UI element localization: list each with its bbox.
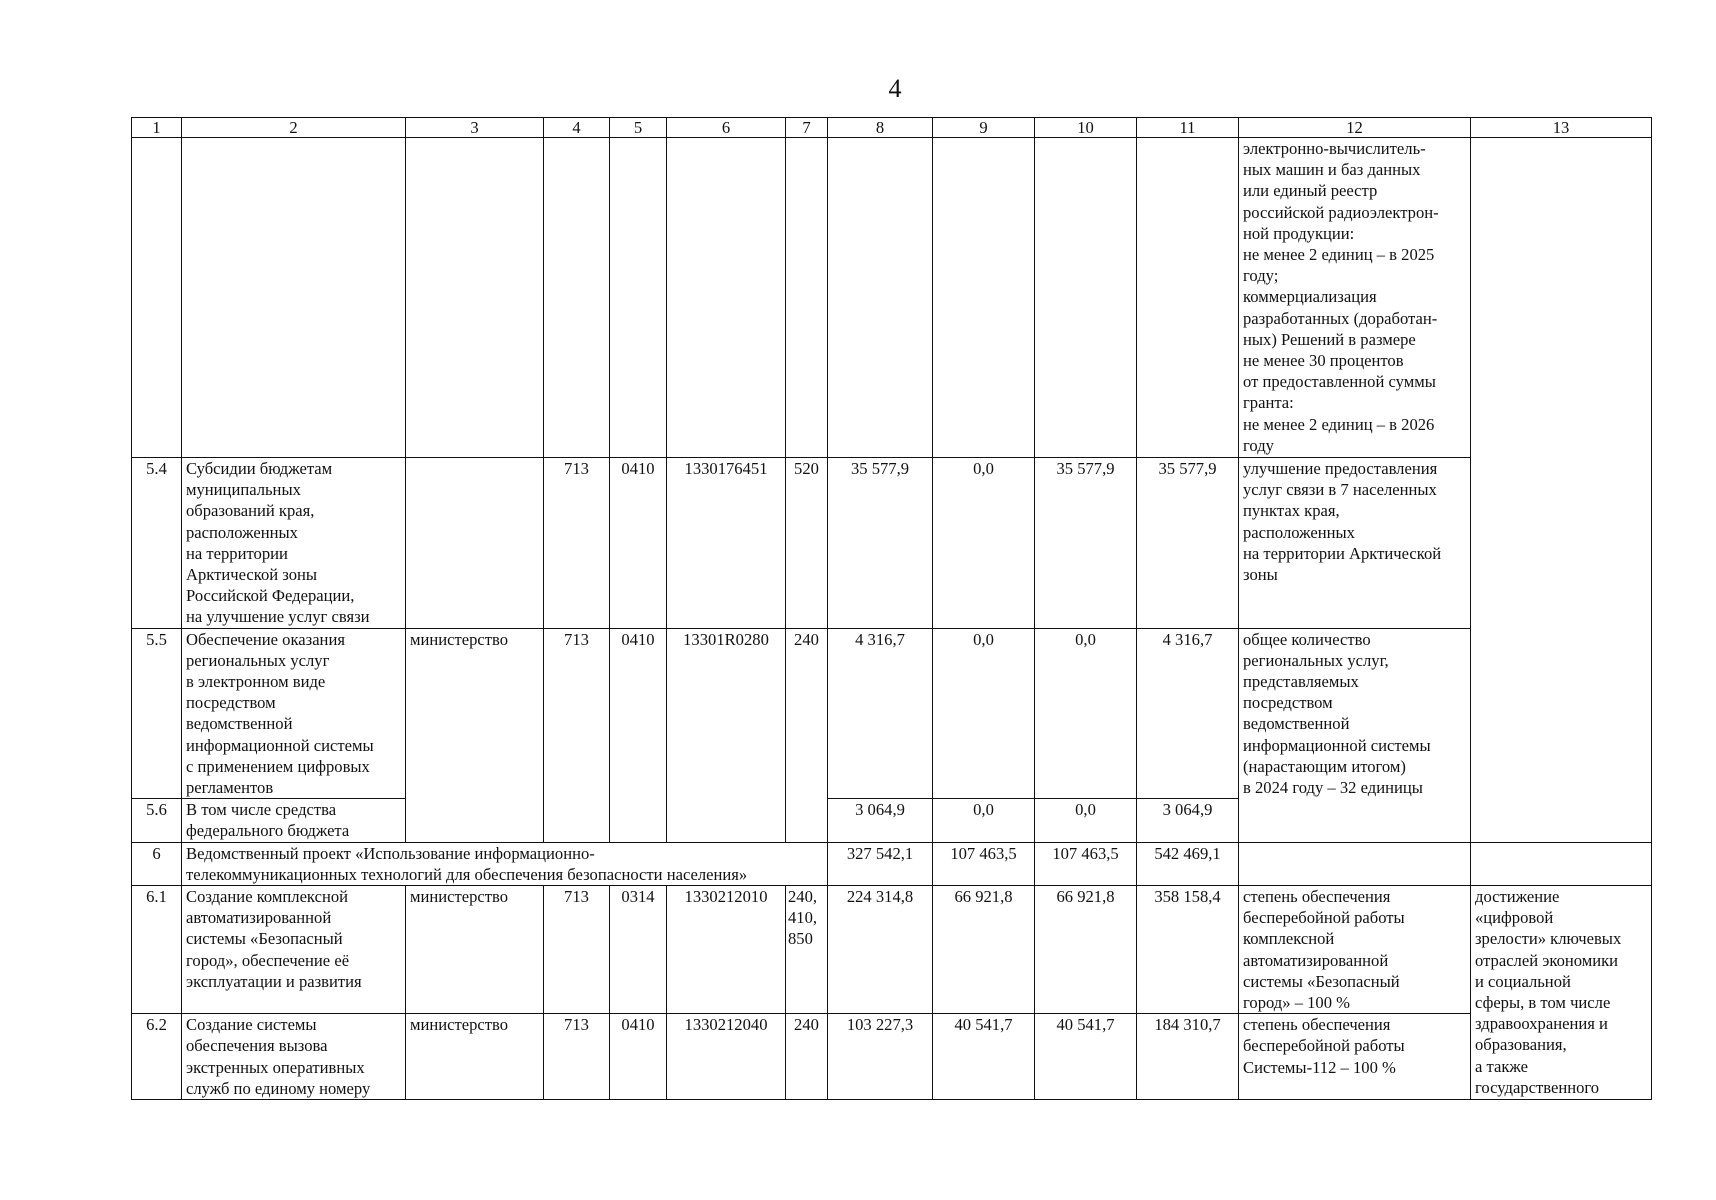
row-total: 184 310,7 bbox=[1137, 1014, 1239, 1100]
goal-cell-empty bbox=[1471, 842, 1652, 885]
row-name: Обеспечение оказания региональных услуг в электронном виде посредством ведомственной информационной системы с применением цифровых регламентов bbox=[182, 628, 406, 799]
row-result: улучшение предоставления услуг связи в 7 населенных пунктах края, расположенных на территории Арктической зоны bbox=[1239, 458, 1471, 629]
row-rzpr: 0314 bbox=[610, 886, 667, 1014]
row-number: 6.2 bbox=[132, 1014, 182, 1100]
row-name: В том числе средства федерального бюджета bbox=[182, 799, 406, 842]
col-header: 4 bbox=[544, 118, 610, 138]
row-2026: 0,0 bbox=[1035, 799, 1137, 842]
row-vr: 240 bbox=[786, 1014, 828, 1100]
row-result: степень обеспечения бесперебойной работы комплексной автоматизированной системы «Безопасный город» – 100 % bbox=[1239, 886, 1471, 1014]
row-2026: 35 577,9 bbox=[1035, 458, 1137, 629]
table-row bbox=[132, 458, 1652, 629]
row-2026: 66 921,8 bbox=[1035, 886, 1137, 1014]
row-2024: 103 227,3 bbox=[828, 1014, 933, 1100]
col-header: 2 bbox=[182, 118, 406, 138]
col-header: 13 bbox=[1471, 118, 1652, 138]
row-2025: 66 921,8 bbox=[933, 886, 1035, 1014]
row-2024: 4 316,7 bbox=[828, 628, 933, 799]
row-csr: 1330176451 bbox=[667, 458, 786, 629]
row-2025: 0,0 bbox=[933, 799, 1035, 842]
col-header: 11 bbox=[1137, 118, 1239, 138]
row-2024: 327 542,1 bbox=[828, 842, 933, 885]
row-csr: 1330212010 bbox=[667, 886, 786, 1014]
row-2025: 0,0 bbox=[933, 628, 1035, 799]
row-2025: 0,0 bbox=[933, 458, 1035, 629]
row-grbs: 713 bbox=[544, 628, 610, 842]
row-csr: 1330212040 bbox=[667, 1014, 786, 1100]
row-executor: министерство bbox=[406, 886, 544, 1014]
project-row bbox=[132, 842, 1652, 885]
row-2024: 3 064,9 bbox=[828, 799, 933, 842]
row-grbs: 713 bbox=[544, 886, 610, 1014]
row-total: 358 158,4 bbox=[1137, 886, 1239, 1014]
result-cell: электронно-вычислитель- ных машин и баз данных или единый реестр российской радиоэлектрон- ной продукции: не менее 2 единиц – в 2025 году; коммерциализация разработанных (доработан- ных) Решений в размере не менее 30 процентов от предоставленной суммы гранта: не менее 2 единиц – в 2026 году bbox=[1239, 138, 1471, 458]
row-rzpr: 0410 bbox=[610, 458, 667, 629]
row-executor: министерство bbox=[406, 1014, 544, 1100]
row-vr: 240 bbox=[786, 628, 828, 842]
row-grbs: 713 bbox=[544, 458, 610, 629]
col-header: 12 bbox=[1239, 118, 1471, 138]
row-2025: 107 463,5 bbox=[933, 842, 1035, 885]
page-number: 4 bbox=[888, 74, 902, 103]
row-goal: достижение «цифровой зрелости» ключевых отраслей экономики и социальной сферы, в том числе здравоохранения и образования, а также государственного bbox=[1471, 886, 1652, 1100]
budget-table bbox=[131, 117, 1652, 1100]
row-result: общее количество региональных услуг, представляемых посредством ведомственной информационной системы (нарастающим итогом) в 2024 году – 32 единицы bbox=[1239, 628, 1471, 842]
row-2025: 40 541,7 bbox=[933, 1014, 1035, 1100]
row-total: 35 577,9 bbox=[1137, 458, 1239, 629]
col-header: 5 bbox=[610, 118, 667, 138]
row-result bbox=[1239, 842, 1471, 885]
row-number: 6 bbox=[132, 842, 182, 885]
col-header: 7 bbox=[786, 118, 828, 138]
row-total: 4 316,7 bbox=[1137, 628, 1239, 799]
row-number: 6.1 bbox=[132, 886, 182, 1014]
row-2024: 35 577,9 bbox=[828, 458, 933, 629]
row-2026: 107 463,5 bbox=[1035, 842, 1137, 885]
goal-cell-empty bbox=[1471, 138, 1652, 843]
row-name: Субсидии бюджетам муниципальных образований края, расположенных на территории Арктической зоны Российской Федерации, на улучшение услуг связи bbox=[182, 458, 406, 629]
col-header: 1 bbox=[132, 118, 182, 138]
col-header: 3 bbox=[406, 118, 544, 138]
row-total: 542 469,1 bbox=[1137, 842, 1239, 885]
table-row bbox=[132, 1014, 1652, 1100]
column-number-header-row bbox=[132, 118, 1652, 138]
row-number: 5.6 bbox=[132, 799, 182, 842]
continuation-row bbox=[132, 138, 1652, 458]
row-2026: 40 541,7 bbox=[1035, 1014, 1137, 1100]
row-csr: 13301R0280 bbox=[667, 628, 786, 842]
row-rzpr: 0410 bbox=[610, 628, 667, 842]
table-row bbox=[132, 886, 1652, 1014]
row-executor: министерство bbox=[406, 628, 544, 842]
row-name: Ведомственный проект «Использование информационно- телекоммуникационных технологий для обеспечения безопасности населения» bbox=[182, 842, 828, 885]
row-total: 3 064,9 bbox=[1137, 799, 1239, 842]
row-rzpr: 0410 bbox=[610, 1014, 667, 1100]
row-vr: 520 bbox=[786, 458, 828, 629]
row-2024: 224 314,8 bbox=[828, 886, 933, 1014]
row-2026: 0,0 bbox=[1035, 628, 1137, 799]
table-row bbox=[132, 628, 1652, 799]
col-header: 10 bbox=[1035, 118, 1137, 138]
row-grbs: 713 bbox=[544, 1014, 610, 1100]
col-header: 8 bbox=[828, 118, 933, 138]
col-header: 6 bbox=[667, 118, 786, 138]
row-result: степень обеспечения бесперебойной работы Системы-112 – 100 % bbox=[1239, 1014, 1471, 1100]
col-header: 9 bbox=[933, 118, 1035, 138]
row-name: Создание системы обеспечения вызова экстренных оперативных служб по единому номеру bbox=[182, 1014, 406, 1100]
row-number: 5.4 bbox=[132, 458, 182, 629]
row-vr: 240, 410, 850 bbox=[786, 886, 828, 1014]
row-name: Создание комплексной автоматизированной системы «Безопасный город», обеспечение её эксплуатации и развития bbox=[182, 886, 406, 1014]
row-executor bbox=[406, 458, 544, 629]
row-number: 5.5 bbox=[132, 628, 182, 799]
